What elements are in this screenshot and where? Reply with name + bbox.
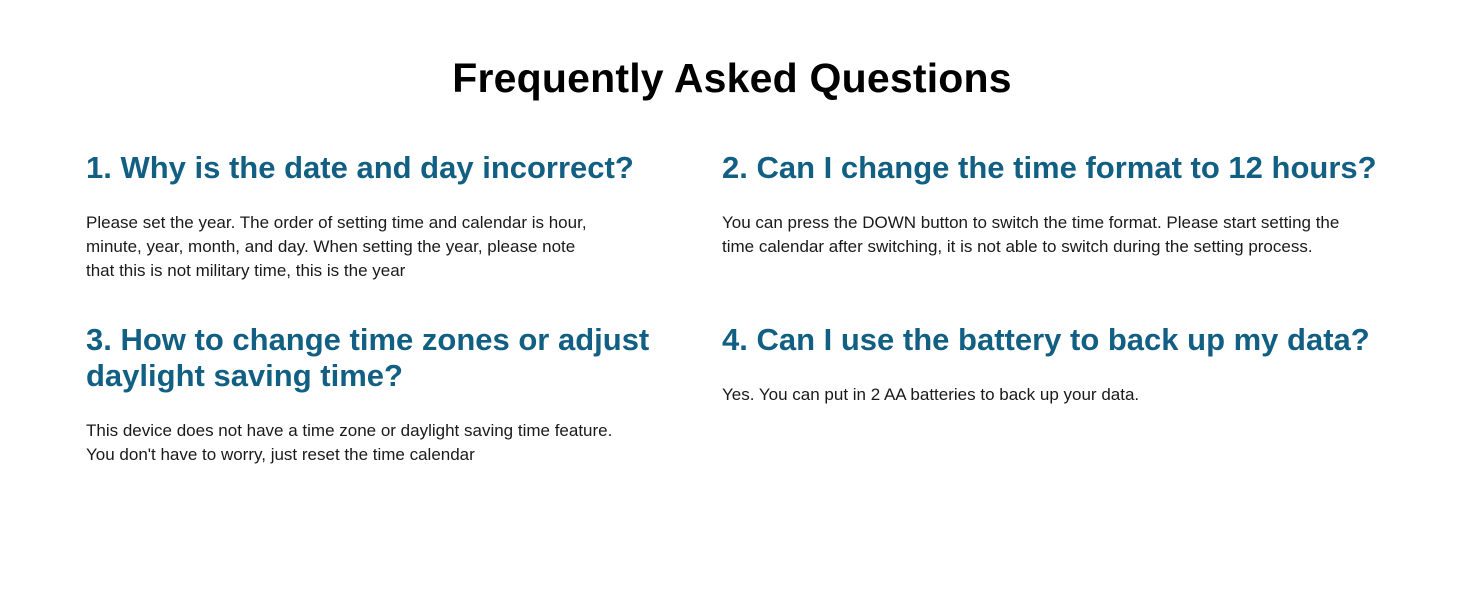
faq-question-line: daylight saving time? xyxy=(86,358,403,393)
faq-answer xyxy=(722,383,1422,407)
faq-answer-line: time calendar after switching, it is not able to switch during the setting process. xyxy=(722,237,1313,256)
faq-answer-line: minute, year, month, and day. When setting the year, please note xyxy=(86,237,576,256)
faq-answer-line: You can press the DOWN button to switch the time format. Please start setting the xyxy=(722,213,1340,232)
faq-answer-line: Yes. You can put in 2 AA batteries to back up your data. xyxy=(722,385,1140,404)
faq-question xyxy=(86,150,696,186)
faq-question-line: 3. How to change time zones or adjust xyxy=(86,322,650,357)
faq-answer xyxy=(722,211,1422,259)
faq-answer-line: You don't have to worry, just reset the time calendar xyxy=(86,445,475,464)
faq-item-1 xyxy=(86,150,696,283)
faq-question-line: 4. Can I use the battery to back up my data? xyxy=(722,322,1370,357)
faq-answer xyxy=(86,211,696,283)
faq-question-line: 1. Why is the date and day incorrect? xyxy=(86,150,634,185)
faq-item-2 xyxy=(722,150,1422,259)
faq-item-3 xyxy=(86,322,696,467)
faq-question xyxy=(722,322,1422,358)
faq-question-line: 2. Can I change the time format to 12 hours? xyxy=(722,150,1377,185)
faq-question xyxy=(86,322,696,394)
faq-answer xyxy=(86,419,696,467)
faq-answer-line: Please set the year. The order of setting time and calendar is hour, xyxy=(86,213,587,232)
faq-item-4 xyxy=(722,322,1422,407)
faq-answer-line: that this is not military time, this is the year xyxy=(86,261,406,280)
page-title: Frequently Asked Questions xyxy=(452,55,1012,101)
faq-answer-line: This device does not have a time zone or daylight saving time feature. xyxy=(86,421,613,440)
faq-question xyxy=(722,150,1422,186)
